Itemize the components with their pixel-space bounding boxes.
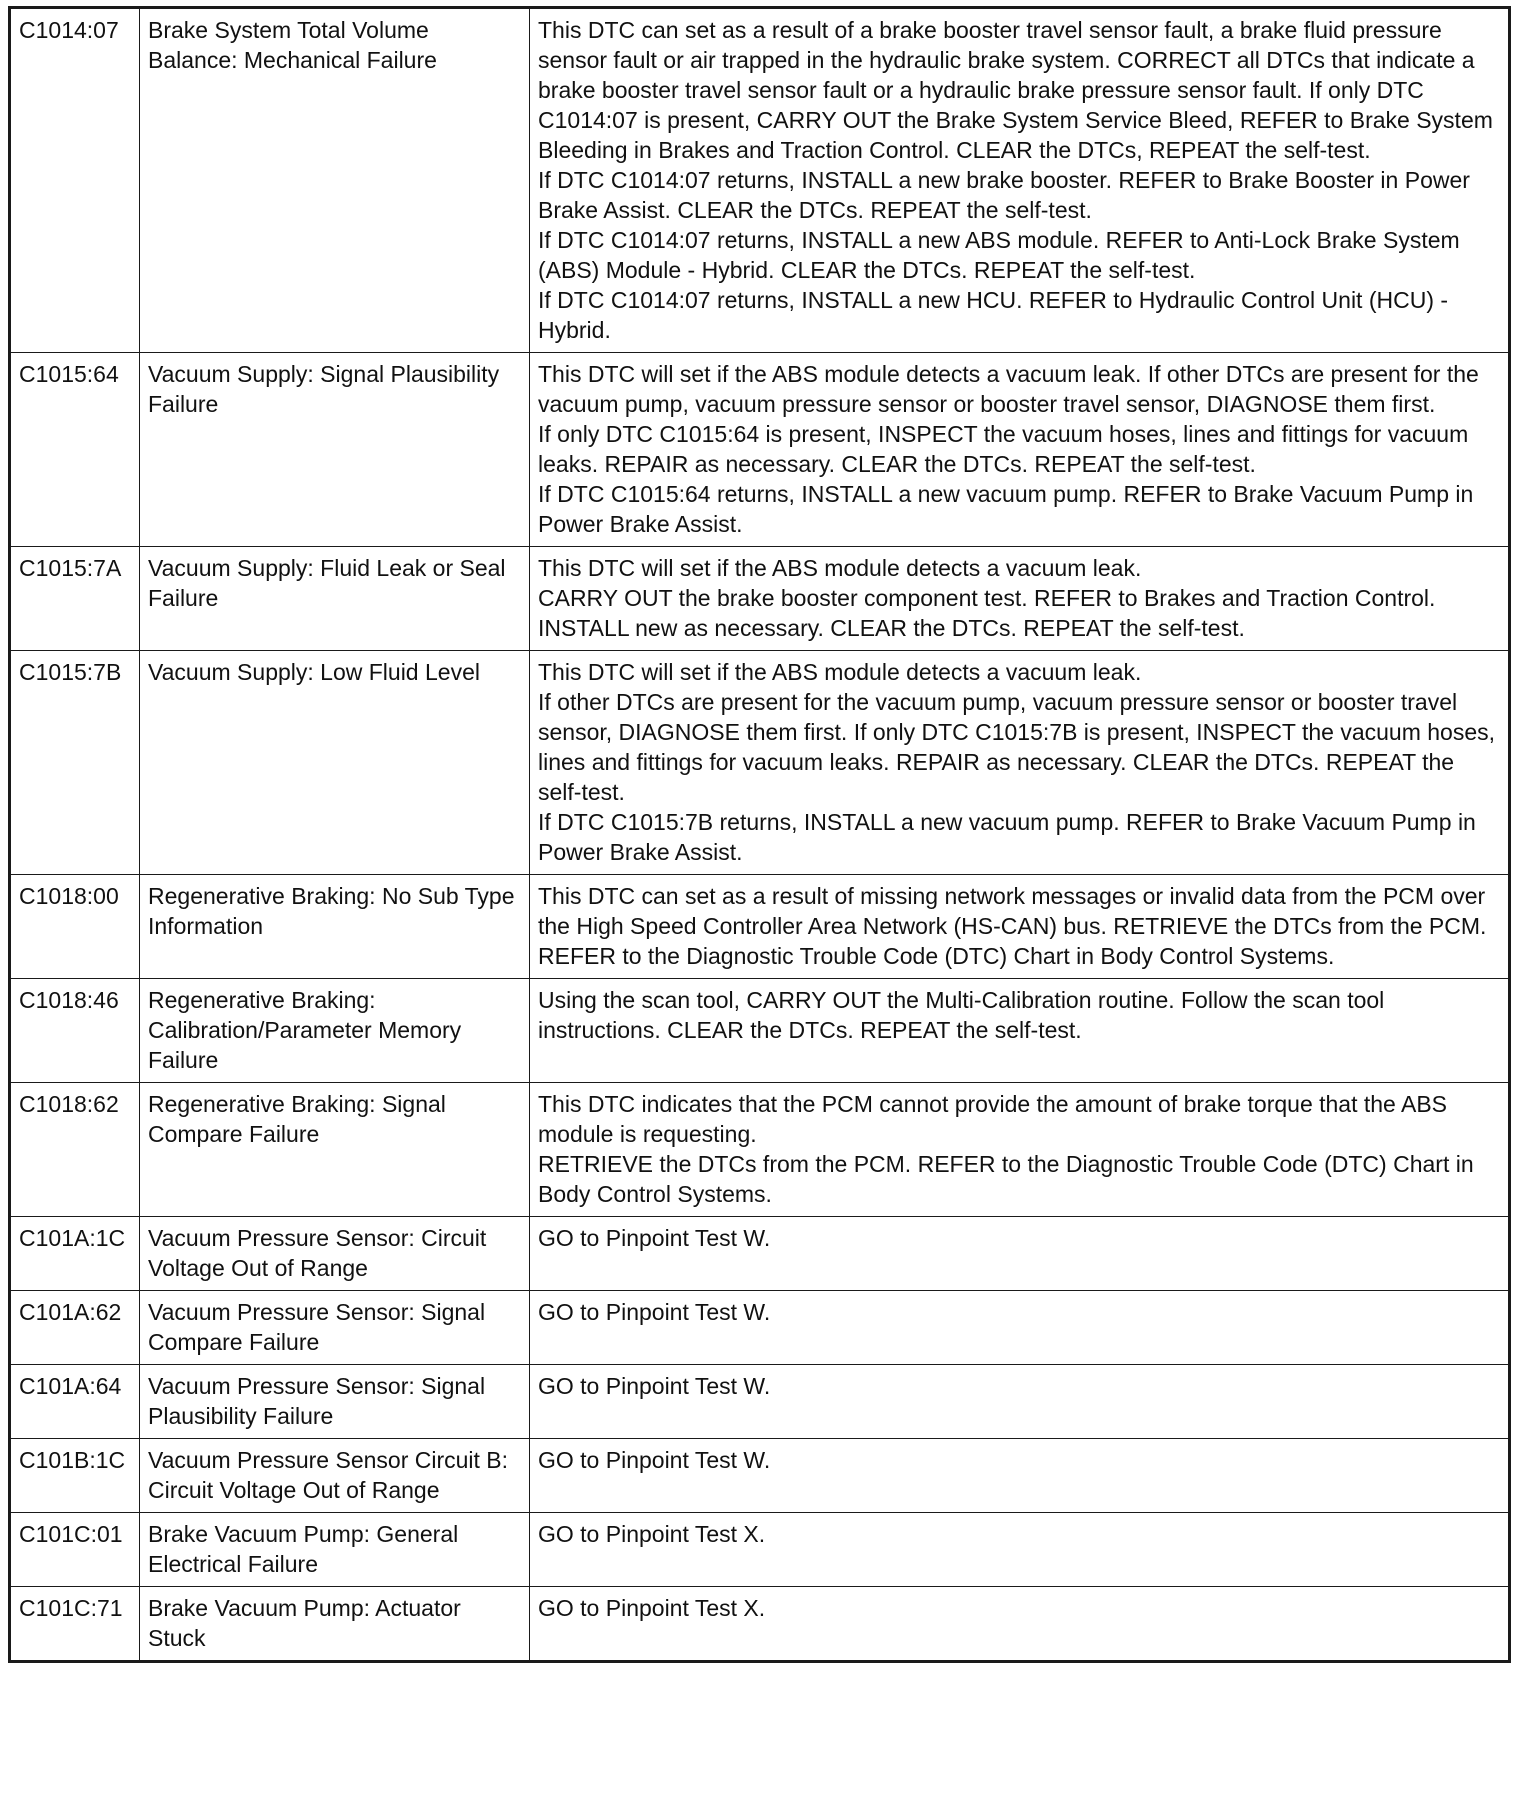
dtc-code-cell: C1018:62 <box>10 1083 140 1217</box>
action-paragraph: This DTC can set as a result of missing network messages or invalid data from the PCM over the High Speed Controller Area Network (HS-CAN) bus. RETRIEVE the DTCs from the PCM. REFER to the Diagnostic Trouble Code (DTC) Chart in Body Control Systems. <box>538 883 1487 969</box>
dtc-description-cell: Regenerative Braking: Calibration/Parameter Memory Failure <box>140 979 530 1083</box>
table-row <box>10 1513 1510 1587</box>
dtc-description-cell: Brake Vacuum Pump: Actuator Stuck <box>140 1587 530 1662</box>
dtc-action-cell <box>530 8 1510 353</box>
action-paragraph: If only DTC C1015:64 is present, INSPECT the vacuum hoses, lines and fittings for vacuum leaks. REPAIR as necessary. CLEAR the DTCs. REPEAT the self-test. <box>538 421 1469 477</box>
action-paragraph: GO to Pinpoint Test W. <box>538 1447 771 1473</box>
dtc-action-cell <box>530 1217 1510 1291</box>
dtc-action-cell <box>530 1291 1510 1365</box>
action-paragraph: GO to Pinpoint Test W. <box>538 1299 771 1325</box>
dtc-description-cell: Vacuum Supply: Low Fluid Level <box>140 651 530 875</box>
action-paragraph: This DTC will set if the ABS module detects a vacuum leak. If other DTCs are present for the vacuum pump, vacuum pressure sensor or booster travel sensor, DIAGNOSE them first. <box>538 361 1479 417</box>
action-paragraph: If DTC C1015:64 returns, INSTALL a new vacuum pump. REFER to Brake Vacuum Pump in Power Brake Assist. <box>538 481 1474 537</box>
action-paragraph: This DTC indicates that the PCM cannot provide the amount of brake torque that the ABS module is requesting. <box>538 1091 1447 1147</box>
action-paragraph: This DTC can set as a result of a brake booster travel sensor fault, a brake fluid pressure sensor fault or air trapped in the hydraulic brake system. CORRECT all DTCs that indicate a brake booster travel sensor fault or a hydraulic brake pressure sensor fault. If only DTC C1014:07 is present, CARRY OUT the Brake System Service Bleed, REFER to Brake System Bleeding in Brakes and Traction Control. CLEAR the DTCs, REPEAT the self-test. <box>538 17 1493 163</box>
table-row <box>10 1217 1510 1291</box>
dtc-code-cell: C101B:1C <box>10 1439 140 1513</box>
action-paragraph: If DTC C1014:07 returns, INSTALL a new ABS module. REFER to Anti-Lock Brake System (ABS) Module - Hybrid. CLEAR the DTCs. REPEAT the self-test. <box>538 227 1460 283</box>
table-row <box>10 979 1510 1083</box>
dtc-code-cell: C1018:46 <box>10 979 140 1083</box>
dtc-description-cell: Vacuum Supply: Fluid Leak or Seal Failure <box>140 547 530 651</box>
action-paragraph: GO to Pinpoint Test X. <box>538 1521 766 1547</box>
dtc-chart-table <box>8 6 1511 1663</box>
dtc-code-cell: C1015:7A <box>10 547 140 651</box>
dtc-code-cell: C1015:7B <box>10 651 140 875</box>
action-paragraph: RETRIEVE the DTCs from the PCM. REFER to the Diagnostic Trouble Code (DTC) Chart in Body Control Systems. <box>538 1151 1474 1207</box>
dtc-action-cell <box>530 1365 1510 1439</box>
dtc-description-cell: Brake System Total Volume Balance: Mechanical Failure <box>140 8 530 353</box>
table-row <box>10 8 1510 353</box>
dtc-code-cell: C1018:00 <box>10 875 140 979</box>
dtc-action-cell <box>530 1587 1510 1662</box>
dtc-action-cell <box>530 1513 1510 1587</box>
table-row <box>10 353 1510 547</box>
dtc-description-cell: Vacuum Pressure Sensor: Signal Plausibility Failure <box>140 1365 530 1439</box>
dtc-description-cell: Vacuum Pressure Sensor: Signal Compare Failure <box>140 1291 530 1365</box>
dtc-action-cell <box>530 1439 1510 1513</box>
dtc-description-cell: Regenerative Braking: Signal Compare Failure <box>140 1083 530 1217</box>
table-row <box>10 1587 1510 1662</box>
action-paragraph: This DTC will set if the ABS module detects a vacuum leak. <box>538 555 1142 581</box>
dtc-code-cell: C1014:07 <box>10 8 140 353</box>
dtc-action-cell <box>530 547 1510 651</box>
dtc-description-cell: Regenerative Braking: No Sub Type Information <box>140 875 530 979</box>
dtc-code-cell: C1015:64 <box>10 353 140 547</box>
dtc-description-cell: Vacuum Supply: Signal Plausibility Failure <box>140 353 530 547</box>
action-paragraph: CARRY OUT the brake booster component test. REFER to Brakes and Traction Control. INSTALL new as necessary. CLEAR the DTCs. REPEAT the self-test. <box>538 585 1436 641</box>
table-row <box>10 1439 1510 1513</box>
dtc-action-cell <box>530 1083 1510 1217</box>
action-paragraph: If DTC C1014:07 returns, INSTALL a new brake booster. REFER to Brake Booster in Power Brake Assist. CLEAR the DTCs. REPEAT the self-test. <box>538 167 1470 223</box>
dtc-description-cell: Vacuum Pressure Sensor Circuit B: Circuit Voltage Out of Range <box>140 1439 530 1513</box>
table-row <box>10 651 1510 875</box>
action-paragraph: GO to Pinpoint Test W. <box>538 1225 771 1251</box>
action-paragraph: This DTC will set if the ABS module detects a vacuum leak. <box>538 659 1142 685</box>
dtc-description-cell: Vacuum Pressure Sensor: Circuit Voltage Out of Range <box>140 1217 530 1291</box>
dtc-action-cell <box>530 979 1510 1083</box>
action-paragraph: GO to Pinpoint Test X. <box>538 1595 766 1621</box>
action-paragraph: GO to Pinpoint Test W. <box>538 1373 771 1399</box>
dtc-chart-body <box>10 8 1510 1662</box>
dtc-code-cell: C101A:64 <box>10 1365 140 1439</box>
table-row <box>10 875 1510 979</box>
table-row <box>10 1291 1510 1365</box>
dtc-action-cell <box>530 875 1510 979</box>
action-paragraph: If DTC C1015:7B returns, INSTALL a new vacuum pump. REFER to Brake Vacuum Pump in Power Brake Assist. <box>538 809 1476 865</box>
dtc-code-cell: C101A:62 <box>10 1291 140 1365</box>
table-row <box>10 547 1510 651</box>
action-paragraph: If other DTCs are present for the vacuum pump, vacuum pressure sensor or booster travel sensor, DIAGNOSE them first. If only DTC C1015:7B is present, INSPECT the vacuum hoses, lines and fittings for vacuum leaks. REPAIR as necessary. CLEAR the DTCs. REPEAT the self-test. <box>538 689 1496 805</box>
action-paragraph: Using the scan tool, CARRY OUT the Multi-Calibration routine. Follow the scan tool instructions. CLEAR the DTCs. REPEAT the self-test. <box>538 987 1385 1043</box>
table-row <box>10 1365 1510 1439</box>
dtc-code-cell: C101A:1C <box>10 1217 140 1291</box>
dtc-code-cell: C101C:01 <box>10 1513 140 1587</box>
action-paragraph: If DTC C1014:07 returns, INSTALL a new HCU. REFER to Hydraulic Control Unit (HCU) - Hybrid. <box>538 287 1449 343</box>
dtc-action-cell <box>530 651 1510 875</box>
dtc-code-cell: C101C:71 <box>10 1587 140 1662</box>
dtc-description-cell: Brake Vacuum Pump: General Electrical Failure <box>140 1513 530 1587</box>
dtc-action-cell <box>530 353 1510 547</box>
table-row <box>10 1083 1510 1217</box>
